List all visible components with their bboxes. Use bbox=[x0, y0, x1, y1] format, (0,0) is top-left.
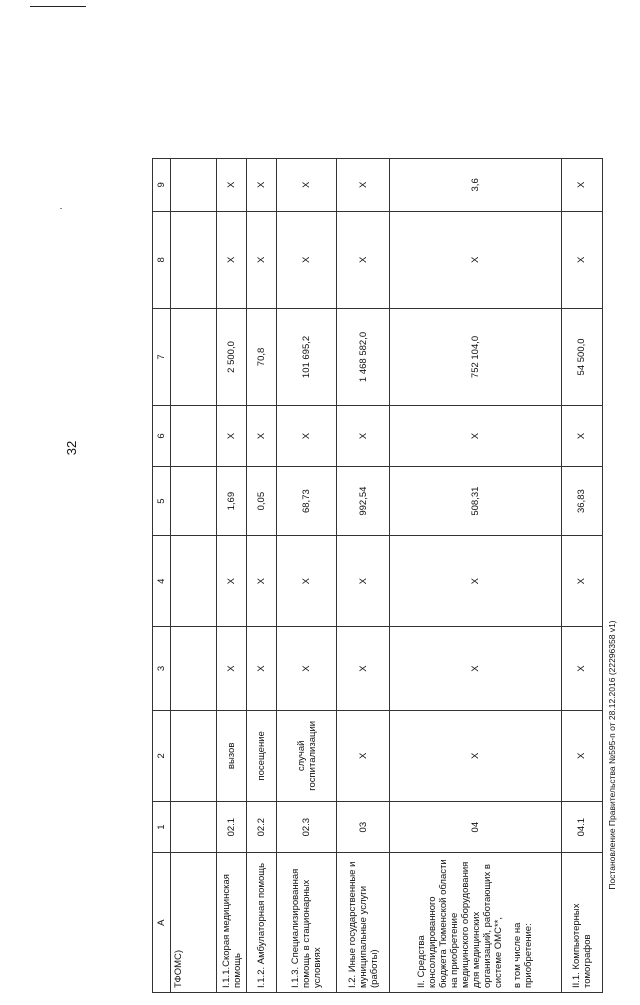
header-cell-4: 4 bbox=[153, 536, 171, 627]
cell-col3: Х bbox=[247, 627, 277, 711]
cell-col6: Х bbox=[561, 406, 602, 467]
cell-col2: Х bbox=[337, 710, 389, 801]
cell-col8: Х bbox=[277, 211, 337, 308]
cell-col4 bbox=[170, 536, 217, 627]
table-row bbox=[561, 159, 602, 993]
cell-col9: Х bbox=[247, 159, 277, 212]
cell-col6: Х bbox=[217, 406, 247, 467]
document-footer: Постановление Правительства №595-п от 28.12.2016 (22296358 v1) bbox=[607, 620, 617, 890]
cell-col7: 70,8 bbox=[247, 308, 277, 405]
header-cell-8: 8 bbox=[153, 211, 171, 308]
cell-col3: Х bbox=[561, 627, 602, 711]
header-cell-5: 5 bbox=[153, 467, 171, 536]
cell-col7: 101 695,2 bbox=[277, 308, 337, 405]
cell-col6: Х bbox=[277, 406, 337, 467]
row-label-main: II. Средства консолидированного бюджета Тюменской области на приобретение медицинского оборудования для медицинских организаций, работающих в системе ОМС**, bbox=[416, 859, 505, 988]
cell-col3: Х bbox=[277, 627, 337, 711]
cell-col9 bbox=[170, 159, 217, 212]
row-label: ТФОМС) bbox=[170, 853, 217, 993]
cell-col5: 992,54 bbox=[337, 467, 389, 536]
cell-col9: Х bbox=[561, 159, 602, 212]
cell-col1: 04.1 bbox=[561, 801, 602, 853]
table-header-row bbox=[153, 159, 171, 993]
cell-col4: Х bbox=[247, 536, 277, 627]
cell-col1 bbox=[170, 801, 217, 853]
row-label: I.1.1.Скорая медицинская помощь bbox=[217, 853, 247, 993]
cell-col3 bbox=[170, 627, 217, 711]
cell-col2: посещение bbox=[247, 710, 277, 801]
row-label: I.1.3. Специализированная помощь в стационарных условиях bbox=[277, 853, 337, 993]
cell-col4: Х bbox=[277, 536, 337, 627]
budget-table-rotated bbox=[152, 158, 603, 993]
cell-col2: случай госпитализации bbox=[277, 710, 337, 801]
cell-col8 bbox=[170, 211, 217, 308]
cell-col8: Х bbox=[247, 211, 277, 308]
top-rule bbox=[30, 6, 86, 7]
cell-col2: Х bbox=[389, 710, 561, 801]
cell-col7: 2 500,0 bbox=[217, 308, 247, 405]
header-cell-7: 7 bbox=[153, 308, 171, 405]
row-label: II.1. Компьютерных томографов bbox=[561, 853, 602, 993]
cell-col4: Х bbox=[337, 536, 389, 627]
cell-col6: Х bbox=[337, 406, 389, 467]
cell-col3: Х bbox=[337, 627, 389, 711]
cell-col7: 54 500,0 bbox=[561, 308, 602, 405]
scan-speck bbox=[60, 208, 62, 209]
table-row bbox=[247, 159, 277, 993]
cell-col8: Х bbox=[561, 211, 602, 308]
cell-col6: Х bbox=[389, 406, 561, 467]
header-cell-9: 9 bbox=[153, 159, 171, 212]
table-row bbox=[277, 159, 337, 993]
row-label bbox=[389, 853, 561, 993]
cell-col9: Х bbox=[337, 159, 389, 212]
cell-col5: 0,05 bbox=[247, 467, 277, 536]
cell-col2: вызов bbox=[217, 710, 247, 801]
cell-col3: Х bbox=[389, 627, 561, 711]
row-label: I.1.2. Амбулаторная помощь bbox=[247, 853, 277, 993]
cell-col1: 02.1 bbox=[217, 801, 247, 853]
cell-col1: 02.3 bbox=[277, 801, 337, 853]
header-cell-2: 2 bbox=[153, 710, 171, 801]
cell-col5: 1,69 bbox=[217, 467, 247, 536]
table-row bbox=[170, 159, 217, 993]
table-row bbox=[337, 159, 389, 993]
cell-col1: 02.2 bbox=[247, 801, 277, 853]
row-label: I.2. Иные государственные и муниципальные услуги (работы) bbox=[337, 853, 389, 993]
cell-col6: Х bbox=[247, 406, 277, 467]
cell-col8: Х bbox=[217, 211, 247, 308]
cell-col5: 68,73 bbox=[277, 467, 337, 536]
cell-col7: 1 468 582,0 bbox=[337, 308, 389, 405]
header-cell-6: 6 bbox=[153, 406, 171, 467]
cell-col5: 36,83 bbox=[561, 467, 602, 536]
header-cell-a: А bbox=[153, 853, 171, 993]
header-cell-1: 1 bbox=[153, 801, 171, 853]
row-label-sub: в том числе на приобретение: bbox=[512, 922, 535, 988]
cell-col7: 752 104,0 bbox=[389, 308, 561, 405]
header-cell-3: 3 bbox=[153, 627, 171, 711]
cell-col6 bbox=[170, 406, 217, 467]
cell-col9: Х bbox=[277, 159, 337, 212]
cell-col5: 508,31 bbox=[389, 467, 561, 536]
table-row bbox=[217, 159, 247, 993]
cell-col4: Х bbox=[217, 536, 247, 627]
cell-col7 bbox=[170, 308, 217, 405]
cell-col4: Х bbox=[561, 536, 602, 627]
cell-col4: Х bbox=[389, 536, 561, 627]
cell-col3: Х bbox=[217, 627, 247, 711]
cell-col1: 03 bbox=[337, 801, 389, 853]
cell-col9: Х bbox=[217, 159, 247, 212]
cell-col5 bbox=[170, 467, 217, 536]
cell-col2: Х bbox=[561, 710, 602, 801]
cell-col9: 3,6 bbox=[389, 159, 561, 212]
cell-col2 bbox=[170, 710, 217, 801]
cell-col8: Х bbox=[389, 211, 561, 308]
cell-col1: 04 bbox=[389, 801, 561, 853]
budget-table bbox=[152, 158, 603, 993]
cell-col8: Х bbox=[337, 211, 389, 308]
page-number: 32 bbox=[64, 440, 79, 456]
table-row bbox=[389, 159, 561, 993]
